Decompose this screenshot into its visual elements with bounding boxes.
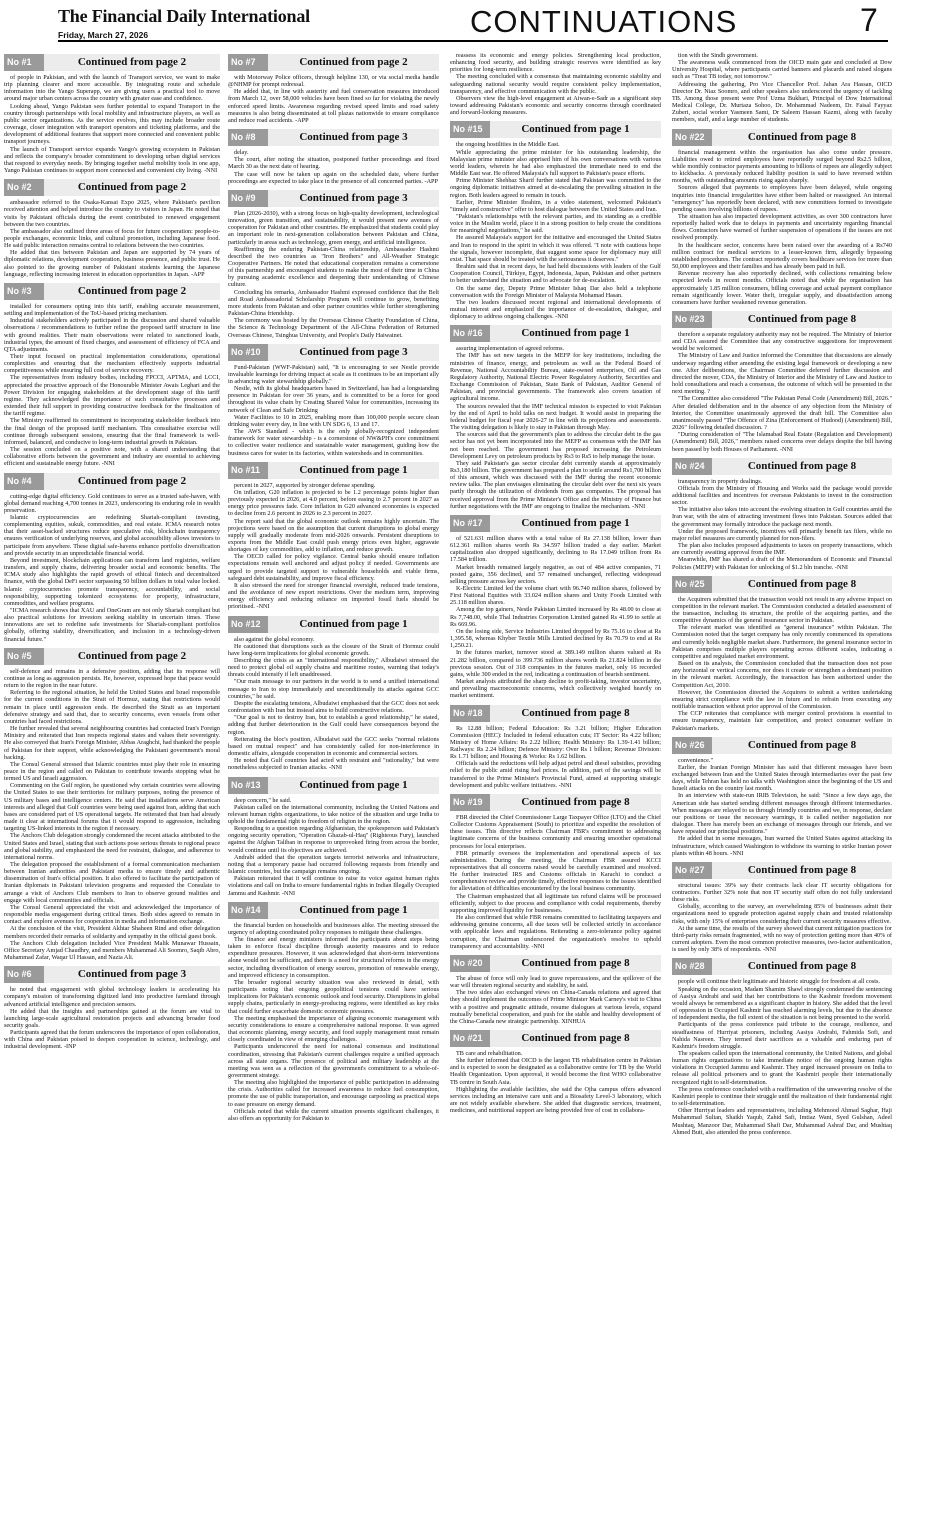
paragraph: Meanwhile, IMF has shared a draft of the Memorandum of Economic and Financial Policies (MEFP) with Pakistan for unlocking of $1.2 bln tranche. -NNI xyxy=(672,556,892,571)
paragraph: he noted that engagement with global technology leaders is accelerating his company's mission of transforming digitized land into productive farmland through advanced artificial intelligence and precision sensors. xyxy=(4,986,220,1008)
story-body xyxy=(228,482,439,611)
story-number: No #18 xyxy=(450,705,490,722)
story-block xyxy=(672,129,892,306)
story-header xyxy=(228,777,439,794)
story-body xyxy=(672,52,892,124)
continued-label: Continued from page 1 xyxy=(268,462,439,479)
story-number: No #26 xyxy=(672,737,712,754)
paragraph: The awareness walk commenced from the OICD main gate and concluded at Dow University Hospital, where participants carried banners and placards and raised slogans such as "Treat TB today, not tomorrow." xyxy=(672,59,892,81)
paragraph: people will continue their legitimate and historic struggle for freedom at all costs. xyxy=(678,978,880,986)
newspaper-name: The Financial Daily International xyxy=(58,6,310,26)
story-body xyxy=(228,636,439,772)
story-body xyxy=(4,493,220,643)
paragraph: The relevant market was identified as "general insurance" within Pakistan. The Commission noted that the target company has only recently commenced its operations and currently holds negligible market share. Furthermore, the general insurance sector in Pakistan comprises multiple players operating across different scales, indicating a competitive and regulated market environment. xyxy=(672,624,892,660)
story-header xyxy=(228,344,439,361)
story-body xyxy=(4,199,220,278)
paragraph: The ambassador also outlined three areas of focus for future cooperation: people-to-people exchanges, economic links, and cultural promotion, including Japanese food. He said public interaction remains central to relations between the two countries. xyxy=(4,227,220,250)
story-block xyxy=(450,794,661,950)
paragraph: Water Facilities to 10 in 2025, enabling more than 100,000 people secure clean drinking water every day, in line with UN SDG 6, 13 and 17. xyxy=(228,413,439,428)
paragraph: "Our goal is not to destroy Iran, but to establish a good relationship," he stated, adding that further deterioration in the Gulf could have consequences beyond the region. xyxy=(228,714,439,736)
paragraph: The plan also includes proposed adjustments to taxes on property transactions, which are currently awaiting approval from the IMF. xyxy=(672,542,892,557)
paragraph: Their input focused on practical implementation considerations, operational complexities and ensuring that the mechanism effectively supports industrial competitiveness while ensuring full cost of service recovery. xyxy=(4,353,220,375)
story-block xyxy=(672,958,892,1135)
story-number: No #6 xyxy=(4,966,44,983)
paragraph: The representatives from industry bodies, including FPCCI, APTMA, and LCCI, appreciated the proactive approach of the Honourable Minister Awais Leghari and the Power Division for engaging stakeholders at the development stage of this tariff regime. They acknowledged the importance of such consultative processes and extended their full support in providing constructive feedback for the finalization of the tariff regime. xyxy=(4,374,220,418)
paragraph: convenience." xyxy=(678,756,713,764)
paragraph: While appreciating the prime minister for his outstanding leadership, the Malaysian prime minister also apprised him of his own conversations with various world leaders, wherein he had also emphasized the immediate need to end the Middle East war. He offered Malaysia's full support to Pakistan's peace efforts. xyxy=(450,148,661,178)
paragraph: On the losing side, Service Industries Limited dropped by Rs 75.16 to close at Rs 1,395.58, whereas Khyber Textile Mills Limited declined by Rs 70.79 to end at Rs 1,250.21. xyxy=(450,627,661,650)
continued-label: Continued from page 8 xyxy=(490,794,661,811)
paragraph: K-Electric Limited led the volume chart with 96.740 million shares, followed by First National Equities with 33.024 million shares and Unity Foods Limited with 25.118 million shares. xyxy=(450,585,661,607)
paragraph: Ibrahim said that in recent days, he had held discussions with leaders of the Gulf Cooperation Council, Türkiye, Egypt, Indonesia, Japan, Pakistan and other partners to better understand the situation and to advocate for de-escalation. xyxy=(450,263,661,285)
paragraph: "Our main message to our partners in the world is to send a unified international message to Iran to stop immediately and unconditionally its attacks against GCC countries," he said. xyxy=(228,678,439,700)
story-number: No #17 xyxy=(450,515,490,532)
story-number: No #27 xyxy=(672,862,712,879)
paragraph: Rs 12.88 billion; Federal Education: Rs 3.21 billion; Higher Education Commission (HEC): Included in federal education cuts; IT Sector: Rs 4.22 billion; Ministry of Home Affairs: Rs 2.22 billion; Health Ministry: Rs 1.39-1.41 billion; Railways: Rs 2.24 billion; Defence Ministry: Over Rs 1 billion; Revenue Division: Rs 1.71 billion; and Housing & Works: Rs 1.62 billion. xyxy=(450,724,661,761)
story-body xyxy=(672,882,892,954)
paragraph: He added that the insights and partnerships gained at the forum are vital to launching large-scale agricultural restoration projects and advancing broader food security goals. xyxy=(4,1007,220,1029)
continued-label: Continued from page 2 xyxy=(44,179,220,196)
continued-label: Continued from page 2 xyxy=(44,648,220,665)
story-number: No #10 xyxy=(228,344,268,361)
paragraph: installed for consumers opting into this tariff, enabling accurate measurement, settling and implementation of the ToU-based pricing mechanism. xyxy=(4,302,220,318)
continued-label: Continued from page 1 xyxy=(268,616,439,633)
paragraph: He noted that Gulf countries had acted with restraint and "rationality," but were nonetheless subjected to Iranian attacks. -NNI xyxy=(228,757,439,772)
paragraph: assuring implementation of agreed reforms. xyxy=(456,345,565,353)
story-block xyxy=(450,515,661,700)
story-header xyxy=(228,902,439,919)
story-body xyxy=(450,535,661,700)
paragraph: He further revealed that several neighbouring countries had contacted Iran's Foreign Ministry and reiterated that Iran respects regional states and values their sovereignty. He also conveyed that Iran's Foreign Minister, Abbas Araghchi, had thanked the people of Pakistan for their support, while acknowledging the Pakistani government's moral backing. xyxy=(4,725,220,761)
story-header xyxy=(228,129,439,146)
paragraph: Participants of the press conference paid tribute to the courage, resilience, and steadfastness of Hurriyat prisoners, including Aasiya Andrabi, Fahmida Sofi, and Nahida Nasreen. They termed their sacrifices as a valuable and enduring part of Kashmir's freedom struggle. xyxy=(672,1021,892,1050)
paragraph: The two sides also exchanged views on China-Canada relations and agreed that they should implement the outcomes of Prime Minister Mark Carney's visit to China with a positive and pragmatic attitude, resume dialogues at various levels, expand mutually beneficial cooperation, and push for the stable and healthy development of the China-Canada new strategic partnership. XINHUA xyxy=(450,989,661,1025)
paragraph: Earlier, Prime Minister Ibrahim, in a video statement, welcomed Pakistan's "timely and constructive" offer to host dialogue between the United States and Iran. xyxy=(450,198,661,213)
story-number: No #14 xyxy=(228,902,268,919)
paragraph: Reiterating the bloc's position, Albudaiwi said the GCC seeks "normal relations based on mutual respect" and has consistently called for non-interference in domestic affairs, alongside cooperation in economic and commercial sectors. xyxy=(228,735,439,758)
story-number: No #22 xyxy=(672,129,712,146)
paragraph: Other Hurriyat leaders and representatives, including Mehmood Ahmad Saghar, Haji Muhammad Sultan, Shaikh Yaqub, Zahid Safi, Imtiaz Wani, Syed Gulshan, Adeel Mushtaq, Manzoor Dar, Muhammad Shafi Dar, Muhammad Ashraf Dar, and Mushtaq Ahmed Butt, also attended the press conference. xyxy=(672,1107,892,1136)
story-body xyxy=(4,986,220,1050)
story-number: No #2 xyxy=(4,179,44,196)
paragraph: Despite the escalating tensions, Albudaiwi emphasised that the GCC does not seek confrontation with Iran but instead aims to build constructive relations. xyxy=(228,699,439,715)
paragraph: TB care and rehabilitation. xyxy=(456,1049,523,1057)
story-header xyxy=(672,576,892,593)
continued-label: Continued from page 3 xyxy=(268,190,439,207)
story-block xyxy=(4,54,220,174)
paragraph: Under the proposed framework, incentives will primarily benefit tax filers, while no major relief measures are currently planned for non-filers. xyxy=(672,527,892,542)
paragraph: Market breadth remained largely negative, as out of 484 active companies, 71 posted gains, 356 declined, and 57 remained unchanged, reflecting widespread selling pressure across key sectors. xyxy=(450,563,661,585)
paragraph: Looking ahead, Yango Pakistan sees further potential to expand Transport in the country through partnerships with local mobility and infrastructure players, as well as public sector organizations. As the service evolves, this may include broader route coverage, closer integration with transport operators and ticketing platforms, and the development of additional features that support more connected and convenient public transport journeys. xyxy=(4,102,220,146)
paragraph: He assured Malaysia's support for the initiative and encouraged the United States and Iran to respond in the spirit in which it was offered. "I note with cautious hope the signals, however incomplete, that suggest some space for diplomacy may still exist. That space should be treated with the seriousness it deserves." xyxy=(450,234,661,263)
story-number: No #3 xyxy=(4,283,44,300)
paragraph: The IMF has set new targets in the MEFP for key institutions, including the ministries of finance, energy, and petroleum as well as the Federal Board of Revenue, National Accountability Bureau, state-owned enterprises, Oil and Gas Regulatory Authority, National Electric Power Regulatory Authority, Securities and Exchange Commission of Pakistan, State Bank of Pakistan, Auditor General of Pakistan, and provincial governments. The framework also covers taxation of agricultural income. xyxy=(450,352,661,403)
paragraph: percent in 2027, supported by stronger defense spending. xyxy=(234,481,376,489)
paragraph: Earlier, the Iranian Foreign Minister has said that different messages have been exchanged between Iran and the United States through intermediaries over the past few days, while Tehran has held no talks with Washington since the beginning of the US and Israeli attacks on the country last month. xyxy=(672,763,892,793)
story-block xyxy=(672,52,892,124)
paragraph: On the same day, Deputy Prime Minister Ishaq Dar also held a telephone conversation with the Foreign Minister of Malaysia Mohamad Hasan. xyxy=(450,284,661,299)
continued-label: Continued from page 8 xyxy=(712,958,892,975)
continued-label: Continued from page 8 xyxy=(712,311,892,328)
story-block xyxy=(450,1030,661,1114)
paragraph: He added that, in line with austerity and fuel conservation measures introduced from March 12, over 58,000 vehicles have been fined so far for violating the newly enforced speed limits. Awareness regarding revised speed limits and road safety measures is also being disseminated at toll plazas nationwide to ensure compliance and reduce road accidents. -APP xyxy=(228,88,439,124)
continued-label: Continued from page 1 xyxy=(268,777,439,794)
story-number: No #25 xyxy=(672,576,712,593)
continued-label: Continued from page 8 xyxy=(490,955,661,972)
paragraph: of 521.631 million shares with a total value of Rs 27.138 billion, lower than 612.361 million shares worth Rs 34.597 billion traded a day earlier. Market capitalization also dropped significantly, declining to Rs 17.049 trillion from Rs 17.584 trillion. xyxy=(450,534,661,564)
continued-label: Continued from page 8 xyxy=(490,705,661,722)
story-header xyxy=(4,179,220,196)
story-header xyxy=(672,458,892,475)
continued-label: Continued from page 1 xyxy=(490,325,661,342)
paragraph: Nestle, with its global headquarters based in Switzerland, has had a longstanding presence in Pakistan for over 36 years, and is committed to be a force for good throughout its value chain by Creating Shared Value for communities, increasing its network of Clean and Safe Drinking xyxy=(228,385,439,414)
paragraph: However, the Commission directed the Acquirers to submit a written undertaking ensuring strict compliance with the law in future and to refrain from executing any notifiable transaction without prior approval of the Commission. xyxy=(672,688,892,711)
story-header xyxy=(4,473,220,490)
story-number: No #16 xyxy=(450,325,490,342)
paragraph: Addressing the gathering, Pro Vice Chancellor Prof. Jahan Ara Hassan, OICD Director Dr. Niaz Soomro, and other speakers also underscored the urgency of tackling TB. Among those present were Prof Uzma Bukhari, Principal of Dow International Medical College, Dr. Murtaza Sohoo, Dr. Mohammad Nadeem, Dr. Faisal Fayyaz Zuberi, social worker Yasmeen Sami, Dr Saleem Hassan Kazmi, along with faculty members, staff, and a large number of students. xyxy=(672,80,892,124)
story-block xyxy=(450,955,661,1025)
paragraph: The broader regional security situation was also reviewed in detail, with participants noting that ongoing geopolitical tensions could have serious implications for Pakistan's economic outlook and food security. Disruptions in global supply chains, particularly in energy-producing regions, were identified as key risks that could further exacerbate domestic economic pressures. xyxy=(228,978,439,1015)
paragraph: structural issues: 39% say their contracts lack clear IT security obligations for contractors. Further 32% note that non IT security staff often do not fully understand these risks. xyxy=(672,881,892,904)
paragraph: The meeting also highlighted the importance of public participation in addressing the crisis. Authorities called for increased awareness to reduce fuel consumption, promote the use of public transportation, and encourage carpooling as practical steps to ease pressure on energy demand. xyxy=(228,1079,439,1108)
paragraph: The finance and energy ministers informed the participants about steps being taken to enforce fiscal discipline through austerity measures and to reduce expenditure pressures. However, it was acknowledged that short-term interventions alone would not be sufficient, and there is a need for structural reforms in the energy sector, including diversification of energy sources, promotion of renewable energy, and improved efficiency in consumption. xyxy=(228,936,439,979)
paragraph: Revenue recovery has also reportedly declined, with collections remaining below expected levels in recent months. Officials noted that while the organisation has approximately 1.85 million consumers, billing coverage and actual payment compliance remain significantly lower. Water theft, irregular supply, and dissatisfaction among consumers have further weakened revenue generation. xyxy=(672,270,892,306)
story-body xyxy=(228,74,439,124)
paragraph: "ICMA research shows that XAU and OneGram are not only Shariah compliant but also practical solutions for investors seeking stability in uncertain times. These innovations are set to redefine safe investments for Shariah-compliant portfolios globally, offering stability, diversification, and inclusion in a technology-driven financial future." xyxy=(4,607,220,643)
continued-label: Continued from page 8 xyxy=(712,737,892,754)
continued-label: Continued from page 1 xyxy=(490,121,661,138)
story-block xyxy=(450,52,661,116)
paragraph: self-defence and remains in a defensive position, adding that its response will continue as long as aggression persists. He, however, expressed hope that peace would return to the region in the near future. xyxy=(4,667,220,690)
story-header xyxy=(672,958,892,975)
story-header xyxy=(228,190,439,207)
story-header xyxy=(672,862,892,879)
paragraph: The sources said that the government's plan to address the circular debt in the gas sector has not yet been incorporated into the MEFP as consensus with the IMF has not been reached. The government has proposed increasing the Petroleum Development Levy on petroleum products by Rs3 to Rs5 to help manage the issue. xyxy=(450,431,661,460)
paragraph: Describing the crisis as an "international responsibility," Albudaiwi stressed the need to protect global oil supply chains and maritime routes, warning that today's threats could intensify if left unaddressed. xyxy=(228,657,439,679)
story-number: No #12 xyxy=(228,616,268,633)
paragraph: ambassador referred to the Osaka-Kansai Expo 2025, where Pakistan's pavilion received attention and helped introduce the country to visitors in Japan. He noted that visits by Pakistani officials during the event contributed to renewed engagement between the two countries. xyxy=(4,199,220,228)
paragraph: The situation has also impacted development activities, as over 300 contractors have reportedly halted work due to delays in payments and uncertainty regarding financial flows. Contractors have warned of further suspension of operations if the issues are not resolved promptly. xyxy=(672,212,892,242)
story-header xyxy=(450,794,661,811)
story-block xyxy=(672,311,892,453)
story-block xyxy=(672,458,892,571)
paragraph: Andrabi added that the operation targets terrorist networks and infrastructure, noting that a temporary pause had occurred following requests from friendly and Islamic countries, but the campaign remains ongoing. xyxy=(228,853,439,876)
paragraph: Pakistan reiterated that it will continue to raise its voice against human rights violations and call on India to ensure fundamental rights in Indian Illegally Occupied Jammu and Kashmir. -NNI xyxy=(228,875,439,897)
story-header xyxy=(228,462,439,479)
column-3 xyxy=(450,52,661,1518)
paragraph: therefore a separate regulatory authority may not be required. The Ministry of Interior and CDA assured the Committee that any constructive suggestions for improvement would be welcomed. xyxy=(672,331,892,353)
paragraph: Referring to the regional situation, he held the United States and Israel responsible for the current conditions in the Strait of Hormuz, stating that restrictions would remain in place until aggression ends. He described the Strait as an important defensive strategy and said that, due to security concerns, even vessels from other countries had faced restrictions. xyxy=(4,689,220,725)
story-header xyxy=(228,54,439,71)
column-1 xyxy=(4,52,220,1518)
paragraph: Sources alleged that payments to employees have been delayed, while ongoing inquiries into financial irregularities have either been halted or reassigned. An internal "emergency" has reportedly been declared, with new committees formed to investigate pending cases involving billions of rupees. xyxy=(672,184,892,213)
paragraph: At the conclusion of the visit, President Akhtar Shaheen Rind and other delegation members recorded their remarks of solidarity and sympathy in the official guest book. xyxy=(4,925,220,940)
paragraph: The OECD called for policy vigilance. Central banks should ensure inflation expectations remain well anchored and adjust policy if needed. Governments are urged to provide targeted support to vulnerable households and viable firms, safeguard debt sustainability, and improve fiscal efficiency. xyxy=(228,553,439,582)
story-block xyxy=(228,190,439,339)
paragraph: Globally, according to the survey, an overwhelming 85% of businesses admit their organizations need to upgrade protection against supply chain and trusted relationship risks, with only 15% of enterprises considering their current security measures effective. xyxy=(672,903,892,925)
paragraph: Participants agreed that the forum underscores the importance of open collaboration, with China and Pakistan poised to deepen cooperation in science, technology, and industrial development. -INP xyxy=(4,1029,220,1051)
paragraph: Fund-Pakistan (WWF-Pakistan) said, "It is encouraging to see Nestle provide invaluable learnings for driving impact at scale as it continues to be an important ally in advancing water stewardship globally." xyxy=(228,363,439,385)
paragraph: Plan (2026-2030), with a strong focus on high-quality development, technological innovation, green transition, and sustainability, it would present new avenues of cooperation for Pakistan and other countries. He emphasized that students could play an important role in next-generation collaboration between Pakistan and China, particularly in areas such as technology, green energy, and artificial intelligence. xyxy=(228,209,439,246)
continued-label: Continued from page 3 xyxy=(44,966,220,983)
paragraph: The ceremony was hosted by the Overseas Chinese Charity Foundation of China, the Science & Technology Department of the All-China Federation of Returned Overseas Chinese, Tsinghua University, and People's Daily Haiwainet. xyxy=(228,317,439,339)
story-body xyxy=(672,478,892,571)
story-block xyxy=(228,344,439,457)
paragraph: The sources revealed that the IMF technical mission is expected to visit Pakistan by the end of April to hold talks on next budget. It would assist in preparing the federal budget for fiscal year 2026-27 in line with its projections and assessments. The visiting delegation is likely to stay in Pakistan through May. xyxy=(450,402,661,432)
story-block xyxy=(228,902,439,1122)
paragraph: Beyond investment, blockchain applications can transform land registries, welfare transfers, and supply chains, delivering broader social and economic benefits. The ICMA study also highlights the rapid growth of ethical fintech and decentralized finance, with the global DeFi sector surpassing 50 billion dollars in total value locked. Islamic cryptocurrencies promote transparency, accountability, and social responsibility, supporting tokenized ecosystems for property, infrastructure, commodities, and welfare programs. xyxy=(4,556,220,607)
story-body xyxy=(228,797,439,897)
continued-label: Continued from page 2 xyxy=(44,473,220,490)
paragraph: FBR directed the Chief Commissioner Large Taxpayer Office (LTO) and the Chief Collector Customs Appraisement (South) to prioritize and expedite the resolution of these issues. This directive reflects Chairman FBR's commitment to addressing legitimate concerns of the business community and ensuring smoother operational processes for local enterprises. xyxy=(450,813,661,850)
story-header xyxy=(672,129,892,146)
story-body xyxy=(450,725,661,789)
paragraph: The speakers called upon the international community, the United Nations, and global human rights organizations to take immediate notice of the ongoing human rights violations in Occupied Jammu and Kashmir. They urged increased pressure on India to release all political prisoners and to grant the Kashmiri people their internationally recognized right to self-determination. xyxy=(672,1049,892,1086)
paragraph: Industrial stakeholders actively participated in the discussion and shared valuable observations / recommendations to further refine the proposed tariff structure in line with ground realities. Their main observations were related to sanctioned loads, industrial types, the amount of fixed charges, and assessment of efficiency of FCA and QTA adjustments. xyxy=(4,317,220,353)
story-body xyxy=(4,303,220,468)
paragraph: Responding to a question regarding Afghanistan, the spokesperson said Pakistan's ongoing security operation, "Operation Ghazab-ul-Haq" (Righteous Fury), launched against the Afghan Taliban in response to unprovoked firing from across the border, would continue until its objectives are achieved. xyxy=(228,825,439,854)
paragraph: FBR primarily oversees the implementation and operational aspects of tax administration. During the meeting, the Chairman FBR assured KCCI representatives that all concerns raised would be carefully examined and resolved. He further instructed IRS and Customs officials in Karachi to conduct a comprehensive review and provide timely, effective responses to the issues identified for alleviation of difficulties encountered by the local business community. xyxy=(450,849,661,893)
story-body xyxy=(228,364,439,457)
masthead-rule xyxy=(58,40,888,42)
story-number: No #28 xyxy=(672,958,712,975)
paragraph: Officials noted that while the current situation presents significant challenges, it also offers an opportunity for Pakistan to xyxy=(228,1107,439,1122)
paragraph: "Pakistan's relationships with the relevant parties, and its standing as a credible voice in the Muslim world, place it in a strong position to help create the conditions for meaningful negotiations," he said. xyxy=(450,212,661,235)
story-number: No #13 xyxy=(228,777,268,794)
story-block xyxy=(228,129,439,185)
continued-label: Continued from page 1 xyxy=(268,902,439,919)
paragraph: transparency in property dealings. xyxy=(678,477,763,485)
paragraph: The meeting emphasised the importance of aligning economic management with security considerations to ensure a comprehensive national response. It was agreed that economic planning, energy security, and food supply management must remain closely coordinated in view of emerging challenges. xyxy=(228,1014,439,1044)
story-body xyxy=(4,74,220,174)
paragraph: He cautioned that disruptions such as the closure of the Strait of Hormuz could have long-term implications for global economic growth. xyxy=(228,642,439,657)
story-body xyxy=(4,668,220,961)
story-number: No #21 xyxy=(450,1030,490,1047)
story-body xyxy=(450,141,661,320)
column-4 xyxy=(672,52,892,1518)
story-block xyxy=(672,737,892,857)
story-body xyxy=(450,814,661,950)
story-block xyxy=(672,862,892,954)
paragraph: Concluding his remarks, Ambassador Hashmi expressed confidence that the Belt and Road Ambassadorial Scholarship Program will continue to grow, benefiting more students from Pakistan and other partner countries while further strengthening Pakistan-China friendship. xyxy=(228,288,439,318)
column-2 xyxy=(228,52,439,1518)
paragraph: The case will now be taken up again on the scheduled date, where further proceedings are expected to take place in the presence of all concerned parties. -APP xyxy=(228,170,439,185)
paragraph: Among the top gainers, Nestle Pakistan Limited increased by Rs 48.00 to close at Rs 7,748.00, while Thal Industries Corporation Limited gained Rs 41.99 to settle at Rs 669.96. xyxy=(450,606,661,628)
paragraph: Market analysts attributed the sharp decline to profit-taking, investor uncertainty, and prevailing macroeconomic concerns, which collectively weighed heavily on market sentiment. xyxy=(450,678,661,700)
paragraph: The report said that the global economic outlook remains highly uncertain. The projections were based on the assumption that current disruptions to global energy supply will gradually moderate from mid-2026 onwards. Persistent disruptions to exports from the Middle East could push energy prices even higher, aggravate shortages of key commodities, add to inflation, and reduce growth. xyxy=(228,517,439,554)
paragraph: of people in Pakistan, and with the launch of Transport service, we want to make trip planning clearer and more accessible. By integrating route and schedule information into the Yango Superapp, we are giving users a practical tool to move around major urban centers across the country with greater ease and confidence. xyxy=(4,74,220,103)
story-header xyxy=(450,325,661,342)
continued-label: Continued from page 8 xyxy=(490,1030,661,1047)
paragraph: He added that in some messages, Iran warned the United States against attacking its infrastructure, which caused Washington to withdraw its warning to strike Iranian power plants within 48 hours. -NNI xyxy=(672,835,892,857)
paragraph: Pakistan called on the international community, including the United Nations and relevant human rights organizations, to take notice of the situation and urge India to uphold the fundamental right to freedom of religion in the region. xyxy=(228,803,439,825)
paragraph: He added that ties between Pakistan and Japan are supported by 74 years of diplomatic relations, development cooperation, business presence, and public trust. He also pointed to the growing number of Pakistani students learning the Japanese language, reflecting increasing interest in education opportunities in Japan. -APP xyxy=(4,249,220,278)
paragraph: "During consideration of "The Islamabad Real Estate (Regulation and Development) (Amendment) Bill, 2026," members raised concerns over delays despite the bill having been passed by both Houses of Parliament. -NNI xyxy=(672,431,892,453)
paragraph: Prime Minister Shehbaz Sharif further stated that Pakistan was committed to the ongoing diplomatic initiatives aimed at de-escalating the prevailing situation in the region. Both leaders agreed to remain in touch. xyxy=(450,177,661,199)
story-header xyxy=(672,311,892,328)
paragraph: Speaking on the occasion, Madam Shamim Shawl strongly condemned the sentencing of Aasiya Andrabi and said that her contributions to the Kashmir freedom movement would always be remembered as a significant chapter in history. She added that the level of oppression in Occupied Kashmir has reached alarming levels, but due to the absence of independent media, the full extent of the situation is not being presented to the world. xyxy=(672,985,892,1022)
paragraph: Highlighting the available facilities, she said the Ojha campus offers advanced services including an intensive care unit and a Biosafety Level-3 laboratory, which are not widely available elsewhere. She added that diagnostic services, treatment, medicines, and nutritional support are being provided free of cost in collabora- xyxy=(450,1085,661,1115)
story-number: No #7 xyxy=(228,54,268,71)
paragraph: He also confirmed that while FBR remains committed to facilitating taxpayers and addressing genuine concerns, all due taxes will be collected strictly in accordance with applicable laws and regulations. Reiterating a zero-tolerance policy against corruption, the Chairman underscored the organization's resolve to uphold transparency and accountability. -NNI xyxy=(450,914,661,950)
story-body xyxy=(450,1050,661,1114)
paragraph: deep concern," he said. xyxy=(234,796,292,804)
story-number: No #23 xyxy=(672,311,712,328)
paragraph: In the healthcare sector, concerns have been raised over the awarding of a Rs740 million contract for medical services to a lesser-known firm, allegedly bypassing established procedures. The contract reportedly covers healthcare services for more than 50,000 employees and their families and has already been paid in full. xyxy=(672,241,892,271)
continued-label: Continued from page 1 xyxy=(490,515,661,532)
story-number: No #19 xyxy=(450,794,490,811)
paragraph: also against the global economy. xyxy=(234,635,315,643)
story-number: No #9 xyxy=(228,190,268,207)
story-header xyxy=(4,54,220,71)
story-block xyxy=(228,777,439,897)
story-header xyxy=(672,737,892,754)
story-number: No #5 xyxy=(4,648,44,665)
paragraph: the financial burden on households and businesses alike. The meeting stressed the urgency of adopting coordinated policy responses to mitigate these challenges. xyxy=(228,921,439,936)
story-number: No #20 xyxy=(450,955,490,972)
paragraph: The CCP reiterates that compliance with merger control provisions is essential to ensure transparency, maintain fair competition, and protect consumer welfare in Pakistan's markets. xyxy=(672,710,892,732)
paragraph: Officials said the reductions will help adjust petrol and diesel subsidies, providing relief to the public amid rising fuel prices. In addition, part of the savings will be transferred to the Prime Minister's Provincial Fund, aimed at supporting strategic development and public welfare initiatives. -NNI xyxy=(450,760,661,789)
story-header xyxy=(4,648,220,665)
story-block xyxy=(228,462,439,611)
story-body xyxy=(672,757,892,857)
story-block xyxy=(450,121,661,320)
story-block xyxy=(228,54,439,124)
paragraph: the ongoing hostilities in the Middle East. xyxy=(456,141,560,149)
paragraph: The Anchors Club delegation included Vice President Malik Munawar Hussain, Office Secretary Amjad Chaudhry, and members Muhammad Ali Soomro, Saqib Abro, Muhammad Zafar, Waqar Ul Hassan, and Nazia Ali. xyxy=(4,939,220,962)
story-header xyxy=(450,955,661,972)
story-body xyxy=(672,596,892,732)
story-block xyxy=(450,325,661,510)
masthead xyxy=(0,0,945,42)
paragraph: She further informed that OICD is the largest TB rehabilitation centre in Pakistan and is expected to soon be designated as a collaborative centre for TB by the World Health Organization. Upon approval, it would become the first WHO collaborative TB centre in South Asia. xyxy=(450,1057,661,1086)
continued-label: Continued from page 3 xyxy=(268,129,439,146)
story-block xyxy=(450,705,661,789)
paragraph: Based on its analysis, the Commission concluded that the transaction does not pose any horizontal or vertical concerns, nor does it create or strengthen a dominant position in the relevant market. Accordingly, the transaction has been authorized under the Competition Act, 2010. xyxy=(672,660,892,689)
paragraph: financial management within the organisation has also come under pressure. Liabilities owed to retired employees have reportedly surged beyond Rs2.5 billion, while monthly contractor payments amounting to billions of rupees are allegedly subject to kickbacks. A previously reduced liability position is said to have reversed within months, with outstanding amounts rising again sharply. xyxy=(672,148,892,185)
paragraph: The delegation proposed the establishment of a formal communication mechanism between Iranian authorities and Pakistani media to ensure timely and authentic dissemination of Iran's official position. It also offered to facilitate the participation of Iranian diplomats in Pakistani television programs and requested the Consulate to arrange a visit of Anchors Club members to Iran to observe ground realities and engage with local communities and officials. xyxy=(4,861,220,904)
story-number: No #4 xyxy=(4,473,44,490)
paragraph: In an interview with state-run IRIB Television, he said: "Since a few days ago, the American side has started sending different messages through different intermediaries. When messages are relayed to us through friendly countries and we, in response, declare our positions or issue the necessary warnings, it is called neither negotiation nor dialogue. There has merely been an exchange of messages through our friends, and we have repeated our principal positions." xyxy=(672,792,892,836)
story-header xyxy=(4,283,220,300)
story-body xyxy=(672,978,892,1135)
story-body xyxy=(450,345,661,510)
paragraph: reassess its economic and energy policies. Strengthening local production, enhancing food security, and building strategic reserves were identified as key priorities for long-term resilience. xyxy=(450,52,661,74)
paragraph: The launch of Transport service expands Yango's growing ecosystem in Pakistan and reflects the company's broader commitment to developing urban digital services that respond to everyday needs. By bringing together useful mobility tools in one app, Yango Pakistan continues to support more connected and convenient city living. -NNI xyxy=(4,145,220,175)
story-header xyxy=(450,705,661,722)
continued-label: Continued from page 8 xyxy=(712,458,892,475)
story-body xyxy=(228,149,439,185)
continued-label: Continued from page 8 xyxy=(712,576,892,593)
story-body xyxy=(672,149,892,306)
paragraph: Officials from the Ministry of Housing and Works said the package would provide additional facilities and incentives for overseas Pakistanis to invest in the construction sector. xyxy=(672,484,892,507)
story-number: No #1 xyxy=(4,54,44,71)
story-block xyxy=(4,648,220,961)
paragraph: delay. xyxy=(234,149,249,157)
paragraph: The court, after noting the situation, postponed further proceedings and fixed March 30 as the next date of hearing. xyxy=(228,156,439,171)
paragraph: The Anchors Club delegation strongly condemned the recent attacks attributed to the United States and Israel, stating that such actions pose serious threats to regional peace and global stability, and emphasized the need for restraint, dialogue, and adherence to international norms. xyxy=(4,832,220,861)
paragraph: Observers view the high-level engagement at Aiwan-e-Sadr as a significant step toward addressing Pakistan's economic and security concerns through coordinated and forward-looking measures. xyxy=(450,94,661,117)
story-header xyxy=(228,616,439,633)
paragraph: The Ministry of Law and Justice informed the Committee that discussions are already underway regarding either amending the existing legal framework or developing a new one. After deliberations, the Chairman Committee deferred further discussion and directed the mover, CDA, the Ministry of Interior and the Ministry of Law and Justice to hold consultations and reach a consensus, the outcome of which will be presented in the next meeting. ? xyxy=(672,352,892,396)
continued-label: Continued from page 2 xyxy=(44,54,220,71)
story-number: No #24 xyxy=(672,458,712,475)
paragraph: The two leaders discussed recent regional and international developments of mutual interest and emphasized the importance of de-escalation, dialogue, and diplomacy to address ongoing challenges. -NNI xyxy=(450,298,661,321)
story-number: No #8 xyxy=(228,129,268,146)
story-body xyxy=(450,52,661,116)
continued-label: Continued from page 8 xyxy=(712,862,892,879)
page-number: 7 xyxy=(860,2,878,38)
paragraph: cutting-edge digital efficiency. Gold continues to serve as a trusted safe-haven, with global demand reaching 4,700 tonnes in 2023, underscoring its enduring role in wealth preservation. xyxy=(4,492,220,514)
story-header xyxy=(4,966,220,983)
paragraph: The AWS Standard - which is the only globally-recognized independent framework for water stewardship - is a cornerstone of NW&PH's core commitment to collective water resilience and sustainable water management, guiding how the business cares for water in its factories, within watersheds and in communities. xyxy=(228,428,439,457)
paragraph: the Acquirers submitted that the transaction would not result in any adverse impact on competition in the relevant market. The Commission conducted a detailed assessment of the transaction, including its structure, the profile of the acquiring parties, and the competitive dynamics of the general insurance sector in Pakistan. xyxy=(672,595,892,625)
story-block xyxy=(228,616,439,772)
story-body xyxy=(228,210,439,339)
paragraph: Islamic cryptocurrencies are redefining Shariah-compliant investing, complementing equities, sukuk, commodities, and real estate. ICMA research notes that their asset-backed structures reduce speculative risk, blockchain transparency ensures verification of underlying reserves, and global accessibility allows investors to participate from anywhere. These digital safe-havens enhance portfolio diversification and provide security in an unpredictable financial world. xyxy=(4,513,220,557)
paragraph: with Motorway Police officers, through helpline 130, or via social media handle @NHMP for prompt redressal. xyxy=(228,74,439,89)
story-header xyxy=(450,515,661,532)
paragraph: The abuse of force will only lead to grave repercussions, and the spillover of the war will threaten regional security and stability, he said. xyxy=(450,974,661,990)
paragraph: The press conference concluded with a reaffirmation of the unwavering resolve of the Kashmiri people to continue their struggle until the realization of their fundamental right to self-determination. xyxy=(672,1085,892,1108)
paragraph: Participants underscored the need for national consensus and institutional coordination, stressing that Pakistan's current challenges require a unified approach across all state organs. The presence of political and military leadership at the meeting was seen as a reflection of the government's commitment to a whole-of-government strategy. xyxy=(228,1043,439,1079)
paragraph: Commenting on the Gulf region, he questioned why certain countries were allowing the United States to use their territories for military purposes, noting the presence of US military bases and intelligence centers. He said that installations serve American interests and alleged that Gulf countries were being used against Iran, adding that such bases are considered part of US operational targets. He reiterated that Iran had already made it clear at international forums that it would respond to aggression, including targeting US-linked interests in the region if necessary. xyxy=(4,782,220,833)
paragraph: They said Pakistan's gas sector circular debt currently stands at approximately Rs3,180 billion. The government has prepared a plan to settle around Rs1,700 billion of this amount, which was discussed with the IMF during the recent economic review talks. The plan envisages eliminating the circular debt over the next six years partly through the utilization of dividends from gas companies. The proposal has received approval from the Prime Minister's Office and the Ministry of Finance but further negotiations with the IMF are ongoing to finalize the mechanism. -NNI xyxy=(450,459,661,510)
paragraph: The Ministry reaffirmed its commitment to incorporating stakeholder feedback into the final design of the proposed tariff mechanism. This consultative exercise will continue through subsequent sessions, ensuring that the final framework is well-informed, balanced, and conducive to long-term industrial growth in Pakistan. xyxy=(4,417,220,446)
story-header xyxy=(450,1030,661,1047)
story-block xyxy=(4,283,220,468)
paragraph: The Chairman emphasized that all legitimate tax refund claims will be processed efficiently, subject to due process and compliance with codal requirements, thereby supporting improved liquidity for businesses. xyxy=(450,892,661,914)
story-block xyxy=(4,966,220,1050)
paragraph: The meeting concluded with a consensus that maintaining economic stability and safeguarding national security would require consistent policy implementation, transparency, and effective communication with the public. xyxy=(450,73,661,95)
paragraph: On inflation, G20 inflation is projected to be 1.2 percentage points higher than previously expected in 2026, at 4.0 percent, before easing to 2.7 percent in 2027 as energy price pressures fade. Core inflation in G20 advanced economies is expected to decline from 2.6 percent in 2026 to 2.3 percent in 2027. xyxy=(228,488,439,518)
paragraph: It also stressed the need for stronger financial oversight, reduced trade tensions, and the avoidance of new export restrictions. Over the medium term, improving energy efficiency and reducing reliance on imported fossil fuels should be prioritised. -NNI xyxy=(228,581,439,611)
paragraph: The initiative also takes into account the evolving situation in Gulf countries amid the Iran war, with the aim of attracting investment flows into Pakistan. Sources added that the government may formally introduce the package next month. xyxy=(672,506,892,528)
story-number: No #11 xyxy=(228,462,268,479)
continued-label: Continued from page 8 xyxy=(712,129,892,146)
issue-date: Friday, March 27, 2026 xyxy=(58,30,149,40)
paragraph: The Consul General stressed that Islamic countries must play their role in ensuring peace in the region and called on Pakistan to contribute towards stopping what he termed US and Israeli aggression. xyxy=(4,760,220,783)
section-title: CONTINUATIONS xyxy=(470,4,738,39)
story-block xyxy=(672,576,892,732)
story-number: No #15 xyxy=(450,121,490,138)
paragraph: At the same time, the results of the survey showed that current mitigation practices for third-party risks remain fragmented, with no way of protection getting more than 40% of current adopters. Even the most common protective measures, two-factor authentication, is used by only 38% of respondents. -NNI xyxy=(672,924,892,954)
continued-label: Continued from page 2 xyxy=(44,283,220,300)
story-body xyxy=(228,922,439,1122)
paragraph: The session concluded on a positive note, with a shared understanding that collaborative efforts between the government and industry are essential to achieving efficient and sustainable energy future. -NNI xyxy=(4,446,220,468)
story-header xyxy=(450,121,661,138)
paragraph: tion with the Sindh government. xyxy=(678,52,758,59)
story-body xyxy=(672,331,892,453)
story-block xyxy=(4,179,220,278)
story-body xyxy=(450,975,661,1025)
paragraph: The Consul General appreciated the visit and acknowledged the importance of responsible media engagement during critical times. Both sides agreed to remain in contact and explore avenues for cooperation in media and information exchange. xyxy=(4,903,220,926)
paragraph: In the futures market, turnover stood at 389.149 million shares valued at Rs 21.282 billion, compared to 399.736 million shares worth Rs 21.824 billion in the previous session. Out of 318 companies in the futures market, only 16 recorded gains, while 300 ended in the red, indicating a continuation of bearish sentiment. xyxy=(450,649,661,678)
story-block xyxy=(4,473,220,643)
paragraph: "The Committee also considered "The Pakistan Penal Code (Amendment) Bill, 2026." After detailed deliberation and in the absence of any objection from the Ministry of Interior, the Committee unanimously approved the draft bill. The Committee also unanimously passed "The Offence of Zina (Enforcement of Hudood) (Amendment) Bill, 2026" following detailed discussion. ? xyxy=(672,395,892,432)
continued-label: Continued from page 3 xyxy=(268,344,439,361)
continued-label: Continued from page 2 xyxy=(268,54,439,71)
paragraph: Reaffirming the enduring Pakistan-China relationship, Ambassador Hashmi described the two countries as "Iron Brothers" and All-Weather Strategic Cooperative Partners. He noted that educational cooperation remains a cornerstone of this partnership and encouraged students to make the most of their time in China by pursuing academic excellence and deepening their understanding of Chinese culture. xyxy=(228,245,439,289)
